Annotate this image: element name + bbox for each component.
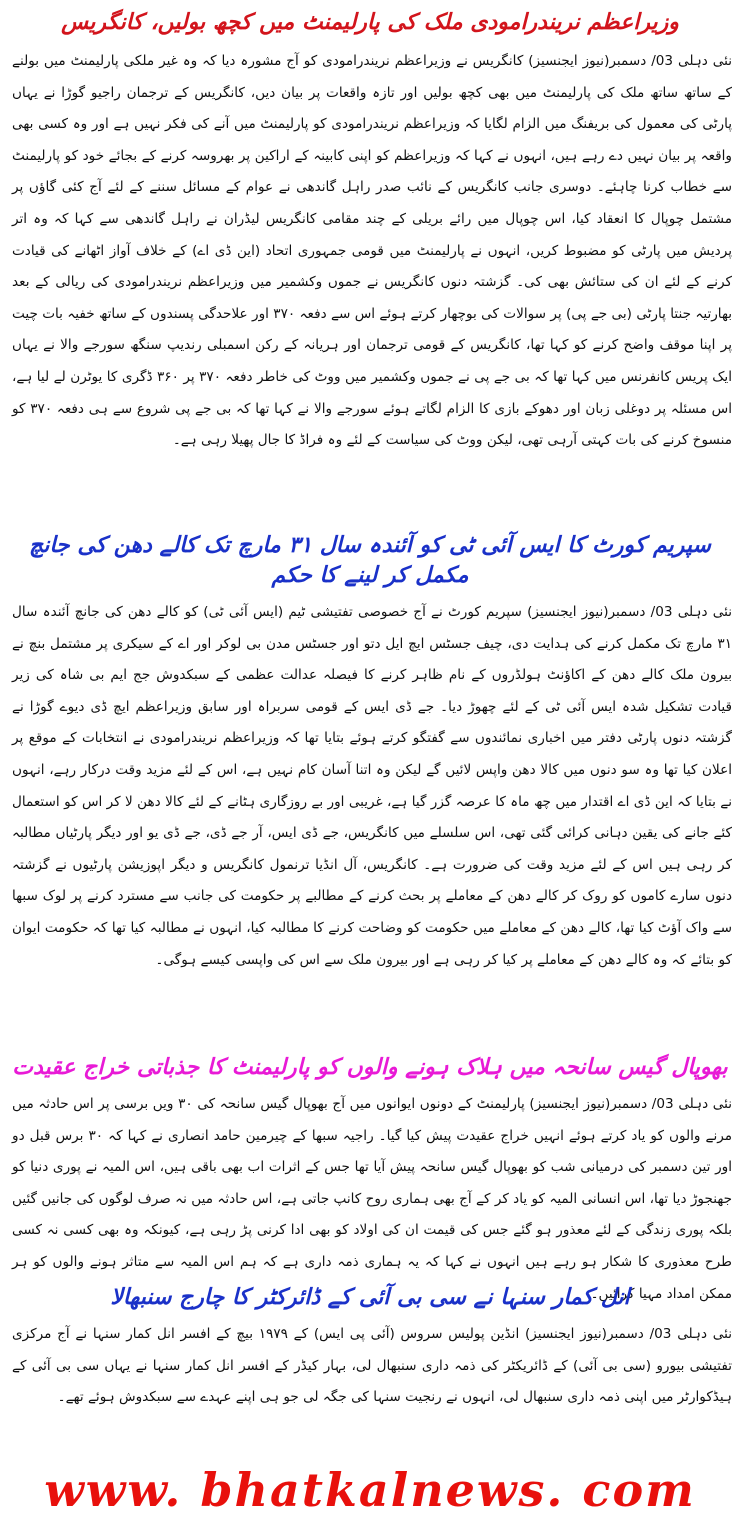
article-body-modi-parliament: نئی دہلی 03/ دسمبر(نیوز ایجنسیز) کانگریس نے وزیراعظم نریندرامودی کو آج مشورہ دیا کہ وہ غیر ملکی پارلیمنٹ میں بولنے کے ساتھ ساتھ ملک کی پارلیمنٹ میں بھی کچھ بولیں اور تازہ واقعات پر بیان دیں، کانگریس کے ترجمان راجیو گوڑا نے یہاں پارٹی کی معمول کی بریفنگ میں الزام لگایا کہ وزیراعظم نریندرامودی کو پارلیمنٹ میں آنے کی فکر نہیں ہے اور وہ کسی بھی واقعہ پر بیان نہیں دے رہے ہیں، انہوں نے کہا کہ وزیراعظم کو اپنی کابینہ کے اراکین پر بھروسہ کرنے کے بجائے خود کو پارلیمنٹ سے خطاب کرنا چاہئے۔ دوسری جانب کانگریس کے نائب صدر راہل گاندھی نے عوام کے مسائل سننے کے لئے آج کئی گاؤں پر مشتمل چوپال کا انعقاد کیا، اس چوپال میں رائے بریلی کے چند مقامی کانگریس لیڈران نے راہل گاندھی سے کہا کہ وہ اتر پردیش میں پارٹی کو مضبوط کریں، انہوں نے پارلیمنٹ میں قومی جمہوری اتحاد (این ڈی اے) کے خلاف آواز اٹھانے کی قیادت کرنے کے لئے ان کی ستائش بھی کی۔ گزشتہ دنوں کانگریس نے جموں وکشمیر میں وزیراعظم نریندرامودی کی ریالی کے بعد بھارتیہ جنتا پارٹی (بی جے پی) پر سوالات کی بوچھار کرتے ہوئے اس سے دفعہ ۳۷۰ اور علاحدگی پسندوں کے ساتھ خفیہ بات چیت پر اپنا موقف واضح کرنے کو کہا تھا، کانگریس کے قومی ترجمان اور ہریانہ کے رکن اسمبلی رندیپ سنگھ سورجے والا نے یہاں ایک پریس کانفرنس میں کہا تھا کہ بی جے پی نے جموں وکشمیر میں ووٹ کی خاطر دفعہ ۳۷۰ پر ۳۶۰ ڈگری کا یوٹرن لے لیا ہے، اس مسئلہ پر دوغلی زبان اور دھوکے بازی کا الزام لگاتے ہوئے سورجے والا نے کہا تھا کہ بی جے پی شروع سے ہی دفعہ ۳۷۰ کو منسوخ کرنے کی بات کہتی آرہی تھی، لیکن ووٹ کی سیاست کے لئے وہ فراڈ کا جال پھیلا رہی ہے۔ bbox=[12, 53, 732, 449]
headline-cbi-director: انل کمار سنہا نے سی بی آئی کے ڈائرکٹر کا چارج سنبھالا bbox=[110, 1285, 630, 1310]
article-body-cbi-director: نئی دہلی 03/ دسمبر(نیوز ایجنسیز) انڈین پولیس سروس (آئی پی ایس) کے ۱۹۷۹ بیچ کے افسر انل کمار سنہا نے آج مرکزی تفتیشی بیورو (سی بی آئی) کے ڈائریکٹر کی ذمہ داری سنبھال لی، بہار کیڈر کے افسر انل کمار سنہا نے یہاں سی بی آئی کے ہیڈکوارٹر میں اپنی ذمہ داری سنبھال لی، انہوں نے رنجیت سنہا کی جگہ لی جو ہی اپنے عہدے سے سبکدوش ہوئے تھے۔ bbox=[12, 1326, 732, 1406]
article-body-black-money-sit: نئی دہلی 03/ دسمبر(نیوز ایجنسیز) سپریم کورٹ نے آج خصوصی تفتیشی ٹیم (ایس آئی ٹی) کو کالے دھن کی جانچ آئندہ سال ۳۱ مارچ تک مکمل کرنے کی ہدایت دی، چیف جسٹس ایچ ایل دتو اور جسٹس مدن بی لوکر اور اے کے سیکری پر مشتمل بنچ نے بیرون ملک کالے دھن کے اکاؤنٹ ہولڈروں کے نام ظاہر کرنے کا فیصلہ عدالت عظمی کے سبکدوش جج ایم بی شاہ کی زیر قیادت تشکیل شدہ ایس آئی ٹی کے لئے چھوڑ دیا۔ جے ڈی ایس کے قومی سربراہ اور سابق وزیراعظم ایچ ڈی دیوے گوڑا نے گزشتہ دنوں پارٹی دفتر میں اخباری نمائندوں سے گفتگو کرتے ہوئے بتایا تھا کہ وزیراعظم نریندرامودی نے انتخابات کے موقع پر اعلان کیا تھا وہ سو دنوں میں کالا دھن واپس لائیں گے لیکن وہ اتنا آسان کام نہیں ہے، اس کے لئے مزید وقت درکار رہے، انہوں نے بتایا کہ این ڈی اے اقتدار میں چھ ماہ کا عرصہ گزر گیا ہے، غریبی اور بے روزگاری ہٹانے کے لئے کالا دھن لا کر اس کو استعمال کئے جانے کی یقین دہانی کرائی گئی تھی، اس سلسلے میں کانگریس، جے ڈی ایس، آر جے ڈی، جے ڈی یو اور دیگر پارٹیاں مطالبہ کر رہی ہیں اس کے لئے مزید وقت کی ضرورت ہے۔ کانگریس، آل انڈیا ترنمول کانگریس و دیگر اپوزیشن پارٹیوں نے گزشتہ دنوں سارے کاموں کو روک کر کالے دھن کے معاملے پر بحث کرنے کے مطالبے پر حکومت کی جانب سے مسترد کرنے پر لوک سبھا سے واک آؤٹ کیا تھا، کالے دھن کے معاملے میں حکومت کو وضاحت کرنے کا مطالبہ کیا، انہوں نے مطالبہ کیا تھا کہ حکومت ایوان کو بتائے کہ وہ کالے دھن کے معاملے پر کیا کر رہی ہے اور بیرون ملک سے اس کی واپسی کیسے ہوگی۔ bbox=[12, 604, 732, 968]
website-link[interactable]: www. bhatkalnews. com bbox=[44, 1463, 696, 1517]
article-modi-parliament bbox=[0, 8, 740, 457]
headline-bhopal-gas: بھوپال گیس سانحہ میں ہلاک ہونے والوں کو پارلیمنٹ کا جذباتی خراج عقیدت bbox=[12, 1055, 728, 1080]
article-body-bhopal-gas: نئی دہلی 03/ دسمبر(نیوز ایجنسیز) پارلیمنٹ کے دونوں ایوانوں میں آج بھوپال گیس سانحہ کی ۳۰ ویں برسی پر اس حادثہ میں مرنے والوں کو یاد کرتے ہوئے انہیں خراج عقیدت پیش کیا گیا۔ راجیہ سبھا کے چیرمین حامد انصاری نے کہا کہ ۳۰ برس قبل دو اور تین دسمبر کی درمیانی شب کو بھوپال گیس سانحہ پیش آیا تھا جس کے اثرات اب بھی باقی ہیں، اس المیہ نے پوری دنیا کو جھنجوڑ دیا تھا، اس انسانی المیہ کو یاد کر کے آج بھی ہماری روح کانپ جاتی ہے، اس حادثہ میں نہ صرف لوگوں کی جانیں گئیں بلکہ پوری زندگی کے لئے معذور ہو گئے جس کی قیمت ان کی اولاد کو بھی ادا کرنی پڑ رہی ہے، کیونکہ وہ بھی کسی نہ کسی طرح معذوری کا شکار ہو رہے ہیں انہوں نے کہا کہ یہ ہماری ذمہ داری ہے کہ ہم اس المیہ سے متاثر ہونے والوں کو ہر ممکن امداد مہیا کرائیں۔ bbox=[12, 1096, 733, 1302]
article-black-money-sit bbox=[0, 531, 740, 976]
article-cbi-director bbox=[0, 1283, 740, 1414]
article-bhopal-gas bbox=[0, 1053, 740, 1310]
headline-modi-parliament: وزیراعظم نریندرامودی ملک کی پارلیمنٹ میں کچھ بولیں، کانگریس bbox=[61, 10, 679, 35]
headline-black-money-sit: سپریم کورٹ کا ایس آئی ٹی کو آئندہ سال ۳۱ مارچ تک کالے دھن کی جانچ مکمل کر لینے کا حکم bbox=[29, 533, 711, 588]
